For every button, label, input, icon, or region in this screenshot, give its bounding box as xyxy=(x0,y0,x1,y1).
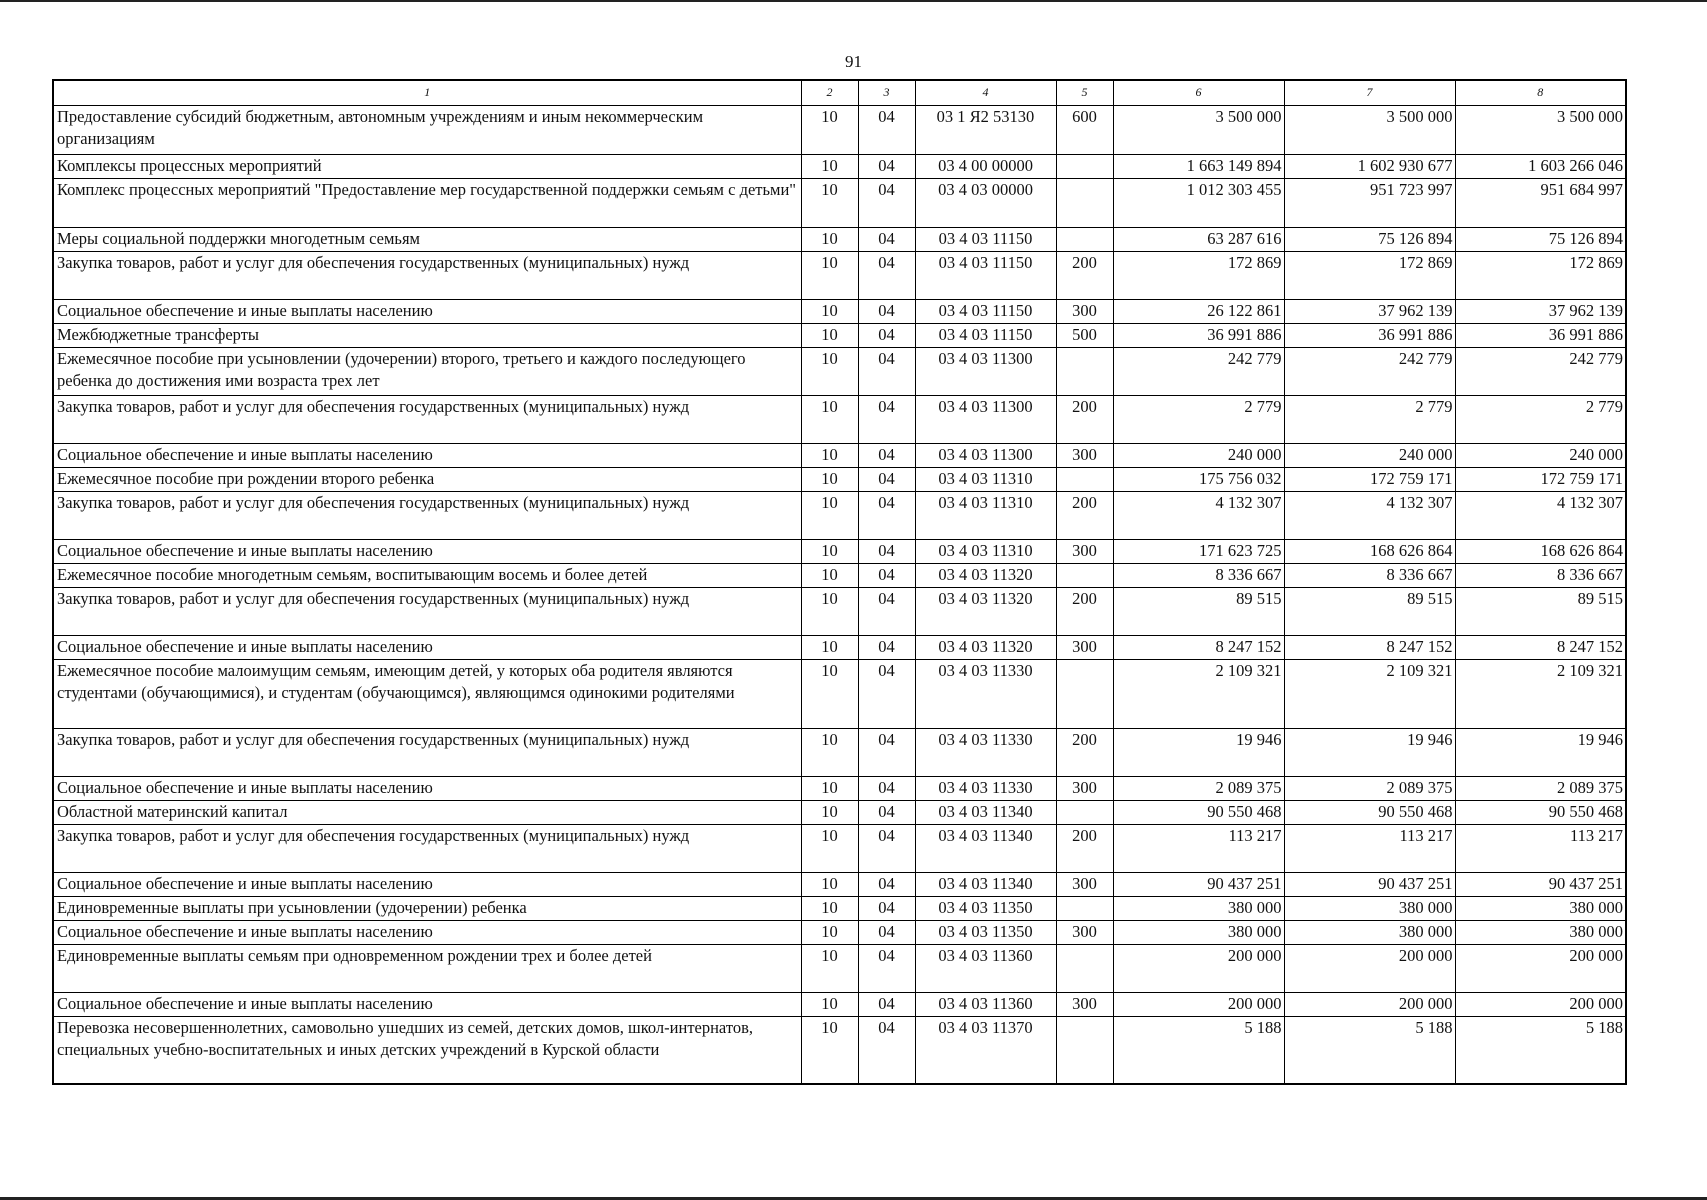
section-cell: 10 xyxy=(801,825,858,873)
expense-type-cell: 600 xyxy=(1056,106,1113,155)
target-article-cell: 03 4 03 11370 xyxy=(915,1017,1056,1084)
row-name-cell: Областной материнский капитал xyxy=(53,801,801,825)
column-header: 5 xyxy=(1056,80,1113,106)
section-cell: 10 xyxy=(801,155,858,179)
amount-cell: 19 946 xyxy=(1113,729,1284,777)
amount-cell: 380 000 xyxy=(1455,921,1626,945)
amount-cell: 200 000 xyxy=(1455,993,1626,1017)
section-cell: 10 xyxy=(801,993,858,1017)
row-name-cell: Закупка товаров, работ и услуг для обеспечения государственных (муниципальных) нужд xyxy=(53,396,801,444)
subsection-cell: 04 xyxy=(858,492,915,540)
amount-cell: 2 109 321 xyxy=(1113,660,1284,729)
table-row xyxy=(53,897,1626,921)
section-cell: 10 xyxy=(801,873,858,897)
amount-cell: 175 756 032 xyxy=(1113,468,1284,492)
subsection-cell: 04 xyxy=(858,540,915,564)
amount-cell: 951 684 997 xyxy=(1455,179,1626,228)
target-article-cell: 03 4 03 11360 xyxy=(915,945,1056,993)
row-name-cell: Комплекс процессных мероприятий "Предоставление мер государственной поддержки семьям с детьми" xyxy=(53,179,801,228)
target-article-cell: 03 4 03 11330 xyxy=(915,777,1056,801)
amount-cell: 90 550 468 xyxy=(1284,801,1455,825)
section-cell: 10 xyxy=(801,921,858,945)
amount-cell: 2 089 375 xyxy=(1284,777,1455,801)
amount-cell: 113 217 xyxy=(1113,825,1284,873)
row-name-cell: Ежемесячное пособие многодетным семьям, воспитывающим восемь и более детей xyxy=(53,564,801,588)
table-row xyxy=(53,921,1626,945)
amount-cell: 200 000 xyxy=(1284,993,1455,1017)
section-cell: 10 xyxy=(801,348,858,396)
column-header: 7 xyxy=(1284,80,1455,106)
amount-cell: 4 132 307 xyxy=(1455,492,1626,540)
expense-type-cell: 300 xyxy=(1056,993,1113,1017)
expense-type-cell xyxy=(1056,660,1113,729)
row-name-cell: Ежемесячное пособие при рождении второго ребенка xyxy=(53,468,801,492)
table-row xyxy=(53,106,1626,155)
target-article-cell: 03 4 03 11360 xyxy=(915,993,1056,1017)
amount-cell: 8 247 152 xyxy=(1284,636,1455,660)
subsection-cell: 04 xyxy=(858,993,915,1017)
expense-type-cell: 200 xyxy=(1056,825,1113,873)
table-row xyxy=(53,825,1626,873)
subsection-cell: 04 xyxy=(858,155,915,179)
amount-cell: 75 126 894 xyxy=(1455,228,1626,252)
amount-cell: 1 663 149 894 xyxy=(1113,155,1284,179)
section-cell: 10 xyxy=(801,945,858,993)
table-row xyxy=(53,252,1626,300)
section-cell: 10 xyxy=(801,396,858,444)
target-article-cell: 03 4 03 11350 xyxy=(915,921,1056,945)
amount-cell: 89 515 xyxy=(1455,588,1626,636)
row-name-cell: Перевозка несовершеннолетних, самовольно ушедших из семей, детских домов, школ-интернатов, специальных учебно-воспитательных и иных детских учреждений в Курской области xyxy=(53,1017,801,1084)
subsection-cell: 04 xyxy=(858,348,915,396)
table-row xyxy=(53,444,1626,468)
table-row xyxy=(53,492,1626,540)
subsection-cell: 04 xyxy=(858,945,915,993)
expense-type-cell: 200 xyxy=(1056,588,1113,636)
expense-type-cell xyxy=(1056,468,1113,492)
target-article-cell: 03 4 03 11300 xyxy=(915,444,1056,468)
amount-cell: 2 089 375 xyxy=(1113,777,1284,801)
target-article-cell: 03 4 00 00000 xyxy=(915,155,1056,179)
subsection-cell: 04 xyxy=(858,636,915,660)
section-cell: 10 xyxy=(801,1017,858,1084)
column-header: 8 xyxy=(1455,80,1626,106)
amount-cell: 8 247 152 xyxy=(1113,636,1284,660)
amount-cell: 172 869 xyxy=(1113,252,1284,300)
amount-cell: 200 000 xyxy=(1113,993,1284,1017)
subsection-cell: 04 xyxy=(858,729,915,777)
table-row xyxy=(53,588,1626,636)
amount-cell: 90 550 468 xyxy=(1113,801,1284,825)
target-article-cell: 03 4 03 11150 xyxy=(915,300,1056,324)
amount-cell: 89 515 xyxy=(1113,588,1284,636)
amount-cell: 90 437 251 xyxy=(1113,873,1284,897)
amount-cell: 113 217 xyxy=(1455,825,1626,873)
amount-cell: 1 602 930 677 xyxy=(1284,155,1455,179)
amount-cell: 5 188 xyxy=(1455,1017,1626,1084)
subsection-cell: 04 xyxy=(858,873,915,897)
amount-cell: 36 991 886 xyxy=(1113,324,1284,348)
amount-cell: 240 000 xyxy=(1113,444,1284,468)
amount-cell: 90 550 468 xyxy=(1455,801,1626,825)
amount-cell: 19 946 xyxy=(1284,729,1455,777)
table-row xyxy=(53,1017,1626,1084)
table-row xyxy=(53,993,1626,1017)
expense-type-cell xyxy=(1056,155,1113,179)
section-cell: 10 xyxy=(801,300,858,324)
expense-type-cell xyxy=(1056,801,1113,825)
target-article-cell: 03 4 03 11330 xyxy=(915,729,1056,777)
expense-type-cell: 200 xyxy=(1056,729,1113,777)
expense-type-cell xyxy=(1056,348,1113,396)
amount-cell: 4 132 307 xyxy=(1284,492,1455,540)
amount-cell: 200 000 xyxy=(1113,945,1284,993)
table-row xyxy=(53,540,1626,564)
subsection-cell: 04 xyxy=(858,588,915,636)
section-cell: 10 xyxy=(801,636,858,660)
expense-type-cell xyxy=(1056,564,1113,588)
row-name-cell: Предоставление субсидий бюджетным, автономным учреждениям и иным некоммерческим организациям xyxy=(53,106,801,155)
expense-type-cell xyxy=(1056,1017,1113,1084)
amount-cell: 2 779 xyxy=(1113,396,1284,444)
table-row xyxy=(53,945,1626,993)
subsection-cell: 04 xyxy=(858,444,915,468)
section-cell: 10 xyxy=(801,106,858,155)
target-article-cell: 03 4 03 11310 xyxy=(915,540,1056,564)
section-cell: 10 xyxy=(801,660,858,729)
expense-type-cell: 200 xyxy=(1056,252,1113,300)
subsection-cell: 04 xyxy=(858,179,915,228)
amount-cell: 89 515 xyxy=(1284,588,1455,636)
target-article-cell: 03 4 03 11320 xyxy=(915,564,1056,588)
amount-cell: 240 000 xyxy=(1455,444,1626,468)
target-article-cell: 03 4 03 11300 xyxy=(915,396,1056,444)
table-row xyxy=(53,324,1626,348)
subsection-cell: 04 xyxy=(858,324,915,348)
amount-cell: 242 779 xyxy=(1284,348,1455,396)
page-number: 91 xyxy=(845,52,862,71)
row-name-cell: Закупка товаров, работ и услуг для обеспечения государственных (муниципальных) нужд xyxy=(53,588,801,636)
target-article-cell: 03 4 03 11310 xyxy=(915,468,1056,492)
row-name-cell: Социальное обеспечение и иные выплаты населению xyxy=(53,993,801,1017)
column-header: 3 xyxy=(858,80,915,106)
target-article-cell: 03 4 03 11340 xyxy=(915,825,1056,873)
expense-type-cell: 200 xyxy=(1056,396,1113,444)
section-cell: 10 xyxy=(801,729,858,777)
table-row xyxy=(53,801,1626,825)
row-name-cell: Единовременные выплаты при усыновлении (удочерении) ребенка xyxy=(53,897,801,921)
amount-cell: 172 759 171 xyxy=(1455,468,1626,492)
amount-cell: 1 603 266 046 xyxy=(1455,155,1626,179)
table-header-row xyxy=(53,80,1626,106)
subsection-cell: 04 xyxy=(858,777,915,801)
amount-cell: 242 779 xyxy=(1455,348,1626,396)
expense-type-cell xyxy=(1056,228,1113,252)
expense-type-cell: 300 xyxy=(1056,636,1113,660)
row-name-cell: Закупка товаров, работ и услуг для обеспечения государственных (муниципальных) нужд xyxy=(53,252,801,300)
amount-cell: 200 000 xyxy=(1455,945,1626,993)
amount-cell: 8 336 667 xyxy=(1113,564,1284,588)
row-name-cell: Социальное обеспечение и иные выплаты населению xyxy=(53,921,801,945)
subsection-cell: 04 xyxy=(858,564,915,588)
scan-border-top xyxy=(0,0,1707,2)
table-row xyxy=(53,873,1626,897)
amount-cell: 380 000 xyxy=(1284,897,1455,921)
amount-cell: 240 000 xyxy=(1284,444,1455,468)
table-row xyxy=(53,729,1626,777)
row-name-cell: Социальное обеспечение и иные выплаты населению xyxy=(53,540,801,564)
amount-cell: 75 126 894 xyxy=(1284,228,1455,252)
target-article-cell: 03 4 03 11310 xyxy=(915,492,1056,540)
expense-type-cell: 200 xyxy=(1056,492,1113,540)
subsection-cell: 04 xyxy=(858,897,915,921)
section-cell: 10 xyxy=(801,468,858,492)
row-name-cell: Межбюджетные трансферты xyxy=(53,324,801,348)
expense-type-cell xyxy=(1056,897,1113,921)
subsection-cell: 04 xyxy=(858,228,915,252)
amount-cell: 63 287 616 xyxy=(1113,228,1284,252)
budget-table xyxy=(52,79,1627,1085)
column-header: 4 xyxy=(915,80,1056,106)
amount-cell: 113 217 xyxy=(1284,825,1455,873)
amount-cell: 8 336 667 xyxy=(1455,564,1626,588)
amount-cell: 2 779 xyxy=(1455,396,1626,444)
amount-cell: 951 723 997 xyxy=(1284,179,1455,228)
target-article-cell: 03 4 03 11320 xyxy=(915,588,1056,636)
target-article-cell: 03 4 03 11330 xyxy=(915,660,1056,729)
amount-cell: 36 991 886 xyxy=(1284,324,1455,348)
amount-cell: 37 962 139 xyxy=(1284,300,1455,324)
row-name-cell: Социальное обеспечение и иные выплаты населению xyxy=(53,300,801,324)
target-article-cell: 03 4 03 11340 xyxy=(915,873,1056,897)
expense-type-cell: 300 xyxy=(1056,300,1113,324)
amount-cell: 26 122 861 xyxy=(1113,300,1284,324)
section-cell: 10 xyxy=(801,540,858,564)
expense-type-cell: 300 xyxy=(1056,540,1113,564)
table-row xyxy=(53,179,1626,228)
column-header: 1 xyxy=(53,80,801,106)
amount-cell: 2 779 xyxy=(1284,396,1455,444)
target-article-cell: 03 4 03 11150 xyxy=(915,324,1056,348)
table-row xyxy=(53,564,1626,588)
target-article-cell: 03 4 03 00000 xyxy=(915,179,1056,228)
table-row xyxy=(53,396,1626,444)
subsection-cell: 04 xyxy=(858,801,915,825)
amount-cell: 37 962 139 xyxy=(1455,300,1626,324)
row-name-cell: Ежемесячное пособие малоимущим семьям, имеющим детей, у которых оба родителя являются студентами (обучающимися), и студентам (обучающимся), являющимся одинокими родителями xyxy=(53,660,801,729)
column-header: 2 xyxy=(801,80,858,106)
row-name-cell: Социальное обеспечение и иные выплаты населению xyxy=(53,636,801,660)
amount-cell: 3 500 000 xyxy=(1113,106,1284,155)
table-row xyxy=(53,228,1626,252)
expense-type-cell xyxy=(1056,179,1113,228)
section-cell: 10 xyxy=(801,179,858,228)
target-article-cell: 03 4 03 11340 xyxy=(915,801,1056,825)
amount-cell: 5 188 xyxy=(1284,1017,1455,1084)
row-name-cell: Закупка товаров, работ и услуг для обеспечения государственных (муниципальных) нужд xyxy=(53,825,801,873)
amount-cell: 5 188 xyxy=(1113,1017,1284,1084)
amount-cell: 200 000 xyxy=(1284,945,1455,993)
expense-type-cell xyxy=(1056,945,1113,993)
expense-type-cell: 300 xyxy=(1056,444,1113,468)
amount-cell: 172 759 171 xyxy=(1284,468,1455,492)
section-cell: 10 xyxy=(801,324,858,348)
table-row xyxy=(53,300,1626,324)
amount-cell: 4 132 307 xyxy=(1113,492,1284,540)
expense-type-cell: 500 xyxy=(1056,324,1113,348)
subsection-cell: 04 xyxy=(858,252,915,300)
row-name-cell: Закупка товаров, работ и услуг для обеспечения государственных (муниципальных) нужд xyxy=(53,729,801,777)
amount-cell: 90 437 251 xyxy=(1284,873,1455,897)
section-cell: 10 xyxy=(801,492,858,540)
column-header: 6 xyxy=(1113,80,1284,106)
table-row xyxy=(53,636,1626,660)
expense-type-cell: 300 xyxy=(1056,777,1113,801)
table-row xyxy=(53,660,1626,729)
target-article-cell: 03 4 03 11150 xyxy=(915,252,1056,300)
amount-cell: 2 109 321 xyxy=(1455,660,1626,729)
amount-cell: 380 000 xyxy=(1113,897,1284,921)
row-name-cell: Социальное обеспечение и иные выплаты населению xyxy=(53,777,801,801)
section-cell: 10 xyxy=(801,252,858,300)
expense-type-cell: 300 xyxy=(1056,873,1113,897)
amount-cell: 1 012 303 455 xyxy=(1113,179,1284,228)
amount-cell: 19 946 xyxy=(1455,729,1626,777)
amount-cell: 380 000 xyxy=(1113,921,1284,945)
subsection-cell: 04 xyxy=(858,660,915,729)
amount-cell: 8 336 667 xyxy=(1284,564,1455,588)
amount-cell: 380 000 xyxy=(1284,921,1455,945)
amount-cell: 380 000 xyxy=(1455,897,1626,921)
subsection-cell: 04 xyxy=(858,468,915,492)
target-article-cell: 03 1 Я2 53130 xyxy=(915,106,1056,155)
subsection-cell: 04 xyxy=(858,396,915,444)
amount-cell: 2 089 375 xyxy=(1455,777,1626,801)
target-article-cell: 03 4 03 11320 xyxy=(915,636,1056,660)
subsection-cell: 04 xyxy=(858,825,915,873)
amount-cell: 3 500 000 xyxy=(1284,106,1455,155)
amount-cell: 90 437 251 xyxy=(1455,873,1626,897)
table-row xyxy=(53,777,1626,801)
section-cell: 10 xyxy=(801,228,858,252)
amount-cell: 2 109 321 xyxy=(1284,660,1455,729)
subsection-cell: 04 xyxy=(858,1017,915,1084)
row-name-cell: Единовременные выплаты семьям при одновременном рождении трех и более детей xyxy=(53,945,801,993)
subsection-cell: 04 xyxy=(858,106,915,155)
expense-type-cell: 300 xyxy=(1056,921,1113,945)
table-row xyxy=(53,468,1626,492)
section-cell: 10 xyxy=(801,564,858,588)
table-row xyxy=(53,155,1626,179)
amount-cell: 8 247 152 xyxy=(1455,636,1626,660)
row-name-cell: Социальное обеспечение и иные выплаты населению xyxy=(53,873,801,897)
section-cell: 10 xyxy=(801,897,858,921)
table-row xyxy=(53,348,1626,396)
target-article-cell: 03 4 03 11150 xyxy=(915,228,1056,252)
target-article-cell: 03 4 03 11350 xyxy=(915,897,1056,921)
section-cell: 10 xyxy=(801,801,858,825)
target-article-cell: 03 4 03 11300 xyxy=(915,348,1056,396)
amount-cell: 171 623 725 xyxy=(1113,540,1284,564)
amount-cell: 172 869 xyxy=(1455,252,1626,300)
amount-cell: 242 779 xyxy=(1113,348,1284,396)
section-cell: 10 xyxy=(801,588,858,636)
amount-cell: 172 869 xyxy=(1284,252,1455,300)
amount-cell: 168 626 864 xyxy=(1455,540,1626,564)
row-name-cell: Социальное обеспечение и иные выплаты населению xyxy=(53,444,801,468)
subsection-cell: 04 xyxy=(858,921,915,945)
amount-cell: 36 991 886 xyxy=(1455,324,1626,348)
row-name-cell: Комплексы процессных мероприятий xyxy=(53,155,801,179)
table-body xyxy=(53,106,1626,1084)
row-name-cell: Меры социальной поддержки многодетным семьям xyxy=(53,228,801,252)
row-name-cell: Ежемесячное пособие при усыновлении (удочерении) второго, третьего и каждого последующего ребенка до достижения ими возраста трех лет xyxy=(53,348,801,396)
section-cell: 10 xyxy=(801,444,858,468)
section-cell: 10 xyxy=(801,777,858,801)
subsection-cell: 04 xyxy=(858,300,915,324)
amount-cell: 168 626 864 xyxy=(1284,540,1455,564)
amount-cell: 3 500 000 xyxy=(1455,106,1626,155)
row-name-cell: Закупка товаров, работ и услуг для обеспечения государственных (муниципальных) нужд xyxy=(53,492,801,540)
